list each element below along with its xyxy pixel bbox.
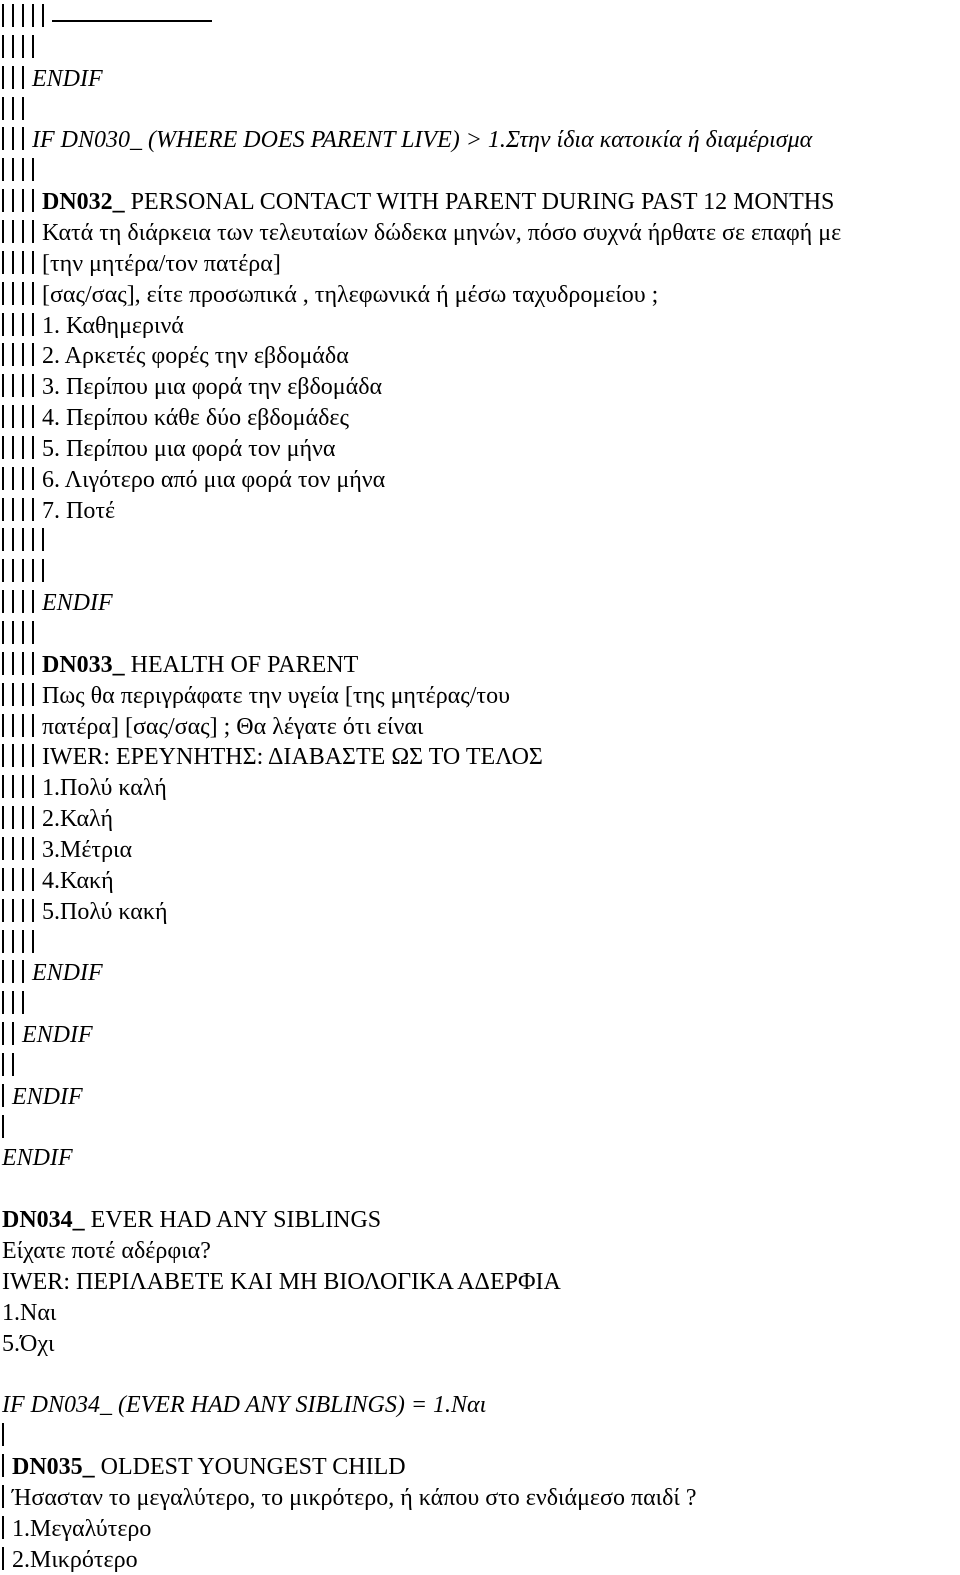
nesting-bar: [2, 97, 4, 120]
nesting-bar: [12, 343, 14, 366]
document-line: [2, 1113, 12, 1143]
document-line: [2, 64, 103, 94]
nesting-bar: [2, 374, 4, 397]
nesting-bar: [12, 313, 14, 336]
document-line: [2, 1421, 12, 1451]
nesting-bar: [32, 775, 34, 798]
nesting-bar: [12, 714, 14, 737]
document-line: [2, 1020, 93, 1050]
nesting-bar: [2, 1485, 4, 1508]
nesting-bar: [22, 374, 24, 397]
document-line: [2, 835, 132, 865]
line-text: 5.Πολύ κακή: [42, 898, 168, 925]
nesting-bar: [32, 899, 34, 922]
nesting-bar: [32, 35, 34, 58]
question-code: DN032_: [42, 189, 125, 216]
document-line: [2, 928, 42, 958]
nesting-bar: [2, 313, 4, 336]
nesting-bar: [12, 189, 14, 212]
line-text: 4.Κακή: [42, 867, 114, 894]
document-line: [2, 2, 212, 32]
nesting-bar: [12, 282, 14, 305]
document-line: [2, 1298, 56, 1328]
nesting-bar: [2, 1053, 4, 1076]
nesting-bar: [12, 1022, 14, 1045]
line-text: 4. Περίπου κάθε δύο εβδομάδες: [42, 405, 349, 432]
nesting-bar: [32, 4, 34, 27]
nesting-bar: [2, 1084, 4, 1107]
document-line: [2, 1205, 381, 1235]
document-line: [2, 897, 168, 927]
line-text: IWER: ΠΕΡΙΛΑΒΕΤΕ ΚΑΙ ΜΗ ΒΙΟΛΟΓΙΚΑ ΑΔΕΡΦΙΑ: [2, 1268, 561, 1295]
question-code: DN035_: [12, 1453, 95, 1480]
nesting-bar: [2, 1454, 4, 1477]
line-text: 1.Πολύ καλή: [42, 775, 167, 802]
line-text: 6. Λιγότερο από μια φορά τον μήνα: [42, 466, 386, 493]
line-text: 1. Καθημερινά: [42, 312, 184, 339]
question-code: DN034_: [2, 1207, 85, 1234]
document-line: [2, 588, 113, 618]
nesting-bar: [22, 282, 24, 305]
nesting-bar: [2, 868, 4, 891]
control-statement: ENDIF: [32, 960, 103, 987]
nesting-bar: [32, 528, 34, 551]
nesting-bar: [12, 960, 14, 983]
question-title: OLDEST YOUNGEST CHILD: [94, 1453, 406, 1480]
document-line: [2, 773, 167, 803]
nesting-bar: [22, 127, 24, 150]
nesting-bar: [22, 528, 24, 551]
nesting-bar: [32, 559, 34, 582]
nesting-bar: [12, 899, 14, 922]
document-line: [2, 712, 423, 742]
nesting-bar: [32, 251, 34, 274]
nesting-bar: [12, 528, 14, 551]
nesting-bar: [12, 127, 14, 150]
nesting-bar: [22, 313, 24, 336]
nesting-bar: [22, 220, 24, 243]
nesting-bar: [42, 4, 44, 27]
nesting-bar: [22, 683, 24, 706]
document-line: [2, 1514, 151, 1544]
nesting-bar: [2, 405, 4, 428]
nesting-bar: [2, 991, 4, 1014]
document-line: [2, 1545, 138, 1575]
document-line: [2, 958, 103, 988]
nesting-bar: [22, 35, 24, 58]
line-text: 5.Όχι: [2, 1330, 55, 1357]
nesting-bar: [22, 251, 24, 274]
nesting-bar: [22, 158, 24, 181]
nesting-bar: [2, 837, 4, 860]
document-line: [2, 557, 52, 587]
nesting-bar: [2, 1516, 4, 1539]
nesting-bar: [2, 960, 4, 983]
nesting-bar: [22, 343, 24, 366]
document-line: [2, 1236, 211, 1266]
nesting-bar: [22, 189, 24, 212]
control-statement: ENDIF: [42, 590, 113, 617]
nesting-bar: [2, 282, 4, 305]
nesting-bar: [32, 313, 34, 336]
nesting-bar: [12, 868, 14, 891]
nesting-bar: [22, 930, 24, 953]
nesting-bar: [2, 652, 4, 675]
nesting-bar: [22, 559, 24, 582]
nesting-bar: [12, 806, 14, 829]
question-code: DN033_: [42, 651, 125, 678]
nesting-bar: [32, 744, 34, 767]
nesting-bar: [22, 960, 24, 983]
document-line: [2, 125, 812, 155]
nesting-bar: [22, 436, 24, 459]
nesting-bar: [2, 559, 4, 582]
nesting-bar: [32, 652, 34, 675]
document-line: [2, 526, 52, 556]
nesting-bar: [22, 405, 24, 428]
nesting-bar: [32, 467, 34, 490]
nesting-bar: [32, 436, 34, 459]
nesting-bar: [2, 683, 4, 706]
nesting-bar: [12, 498, 14, 521]
nesting-bar: [22, 744, 24, 767]
nesting-bar: [2, 220, 4, 243]
line-text: πατέρα] [σας/σας] ; Θα λέγατε ότι είναι: [42, 713, 424, 740]
nesting-bar: [22, 899, 24, 922]
nesting-bar: [2, 436, 4, 459]
line-text: 1.Ναι: [2, 1299, 57, 1326]
document-line: [2, 1051, 22, 1081]
line-text: Ήσασταν το μεγαλύτερο, το μικρότερο, ή κάπου στο ενδιάμεσο παιδί ?: [12, 1484, 697, 1511]
nesting-bar: [2, 590, 4, 613]
nesting-bar: [2, 1547, 4, 1570]
document-line: [2, 866, 114, 896]
nesting-bar: [32, 837, 34, 860]
document-line: [2, 403, 349, 433]
line-text: Κατά τη διάρκεια των τελευταίων δώδεκα μηνών, πόσο συχνά ήρθατε σε επαφή με: [42, 219, 842, 246]
document-line: [2, 1483, 697, 1513]
nesting-bar: [2, 189, 4, 212]
nesting-bar: [2, 66, 4, 89]
question-title: PERSONAL CONTACT WITH PARENT DURING PAST 12 MONTHS: [124, 189, 835, 216]
nesting-bar: [2, 930, 4, 953]
document-line: [2, 1329, 54, 1359]
document-line: [2, 218, 841, 248]
document-line: [2, 1143, 73, 1173]
document-line: [2, 372, 382, 402]
nesting-bar: [12, 436, 14, 459]
nesting-bar: [12, 1053, 14, 1076]
nesting-bar: [12, 158, 14, 181]
nesting-bar: [12, 621, 14, 644]
nesting-bar: [12, 374, 14, 397]
nesting-bar: [2, 1022, 4, 1045]
nesting-bar: [22, 868, 24, 891]
nesting-bar: [22, 590, 24, 613]
line-text: 3. Περίπου μια φορά την εβδομάδα: [42, 374, 383, 401]
nesting-bar: [12, 652, 14, 675]
nesting-bar: [2, 251, 4, 274]
nesting-bar: [32, 343, 34, 366]
control-statement: IF DN030_ (WHERE DOES PARENT LIVE) > 1.Στην ίδια κατοικία ή διαμέρισμα: [32, 127, 813, 154]
document-line: [2, 496, 115, 526]
document-line: [2, 650, 358, 680]
nesting-bar: [22, 498, 24, 521]
nesting-bar: [12, 220, 14, 243]
nesting-bar: [32, 282, 34, 305]
nesting-bar: [12, 683, 14, 706]
document-line: [2, 95, 32, 125]
nesting-bar: [12, 4, 14, 27]
line-text: 3.Μέτρια: [42, 836, 133, 863]
document-line: [2, 619, 42, 649]
document-line: [2, 156, 42, 186]
nesting-bar: [22, 991, 24, 1014]
nesting-bar: [32, 158, 34, 181]
nesting-bar: [32, 374, 34, 397]
nesting-bar: [2, 775, 4, 798]
line-text: 2. Αρκετές φορές την εβδομάδα: [42, 343, 349, 370]
nesting-bar: [22, 4, 24, 27]
line-text: 1.Μεγαλύτερο: [12, 1515, 152, 1542]
nesting-bar: [12, 251, 14, 274]
nesting-bar: [2, 158, 4, 181]
nesting-bar: [32, 806, 34, 829]
document-line: [2, 1267, 561, 1297]
document-line: [2, 681, 510, 711]
nesting-bar: [32, 590, 34, 613]
nesting-bar: [32, 498, 34, 521]
nesting-bar: [22, 775, 24, 798]
document-line: [2, 33, 42, 63]
nesting-bar: [2, 714, 4, 737]
nesting-bar: [12, 97, 14, 120]
nesting-bar: [22, 621, 24, 644]
nesting-bar: [2, 806, 4, 829]
nesting-bar: [2, 1115, 4, 1138]
document-line: [2, 434, 335, 464]
nesting-bar: [2, 498, 4, 521]
nesting-bar: [2, 467, 4, 490]
control-statement: IF DN034_ (EVER HAD ANY SIBLINGS) = 1.Ναι: [2, 1392, 487, 1419]
nesting-bar: [2, 35, 4, 58]
nesting-bar: [22, 467, 24, 490]
nesting-bar: [42, 528, 44, 551]
control-statement: ENDIF: [2, 1145, 73, 1172]
nesting-bar: [32, 621, 34, 644]
nesting-bar: [2, 744, 4, 767]
nesting-bar: [12, 744, 14, 767]
nesting-bar: [2, 1423, 4, 1446]
control-statement: ENDIF: [32, 65, 103, 92]
nesting-bar: [2, 899, 4, 922]
nesting-bar: [32, 405, 34, 428]
document-line: [2, 311, 184, 341]
document-line: [2, 341, 349, 371]
nesting-bar: [12, 590, 14, 613]
line-text: 7. Ποτέ: [42, 497, 116, 524]
nesting-bar: [42, 559, 44, 582]
nesting-bar: [22, 806, 24, 829]
nesting-bar: [32, 220, 34, 243]
document-line: [2, 249, 281, 279]
line-text: Είχατε ποτέ αδέρφια?: [2, 1238, 211, 1264]
document-line: [2, 804, 113, 834]
nesting-bar: [2, 343, 4, 366]
question-title: EVER HAD ANY SIBLINGS: [84, 1207, 382, 1234]
nesting-bar: [22, 66, 24, 89]
nesting-bar: [12, 930, 14, 953]
nesting-bar: [32, 714, 34, 737]
line-text: [την μητέρα/τον πατέρα]: [42, 250, 281, 277]
document-line: [2, 280, 658, 310]
nesting-bar: [12, 559, 14, 582]
nesting-bar: [12, 837, 14, 860]
nesting-bar: [2, 621, 4, 644]
control-statement: ENDIF: [22, 1022, 93, 1049]
nesting-bar: [22, 97, 24, 120]
line-text: Πως θα περιγράφατε την υγεία [της μητέρας/του: [42, 682, 510, 709]
nesting-bar: [12, 405, 14, 428]
nesting-bar: [12, 775, 14, 798]
nesting-bar: [2, 127, 4, 150]
nesting-bar: [12, 66, 14, 89]
document-line: [2, 1452, 406, 1482]
nesting-bar: [32, 189, 34, 212]
control-statement: ENDIF: [12, 1083, 83, 1110]
document-line: [2, 989, 32, 1019]
nesting-bar: [12, 35, 14, 58]
nesting-bar: [12, 467, 14, 490]
line-text: IWER: ΕΡΕΥΝΗΤΗΣ: ΔΙΑΒΑΣΤΕ ΩΣ ΤΟ ΤΕΛΟΣ: [42, 744, 543, 771]
question-title: HEALTH OF PARENT: [124, 651, 359, 678]
nesting-bar: [2, 4, 4, 27]
nesting-bar: [22, 714, 24, 737]
document-line: [2, 465, 385, 495]
document-line: [2, 1082, 83, 1112]
nesting-bar: [32, 930, 34, 953]
nesting-bar: [32, 868, 34, 891]
line-text: 5. Περίπου μια φορά τον μήνα: [42, 435, 336, 462]
line-text: [σας/σας], είτε προσωπικά , τηλεφωνικά ή μέσω ταχυδρομείου ;: [42, 281, 659, 308]
document-line: [2, 742, 543, 772]
line-text: 2.Μικρότερο: [12, 1546, 138, 1573]
blank-underline: [52, 20, 212, 22]
nesting-bar: [12, 991, 14, 1014]
line-text: 2.Καλή: [42, 806, 113, 833]
nesting-bar: [2, 528, 4, 551]
nesting-bar: [22, 837, 24, 860]
nesting-bar: [22, 652, 24, 675]
nesting-bar: [32, 683, 34, 706]
document-line: [2, 1390, 486, 1420]
document-line: [2, 187, 834, 217]
